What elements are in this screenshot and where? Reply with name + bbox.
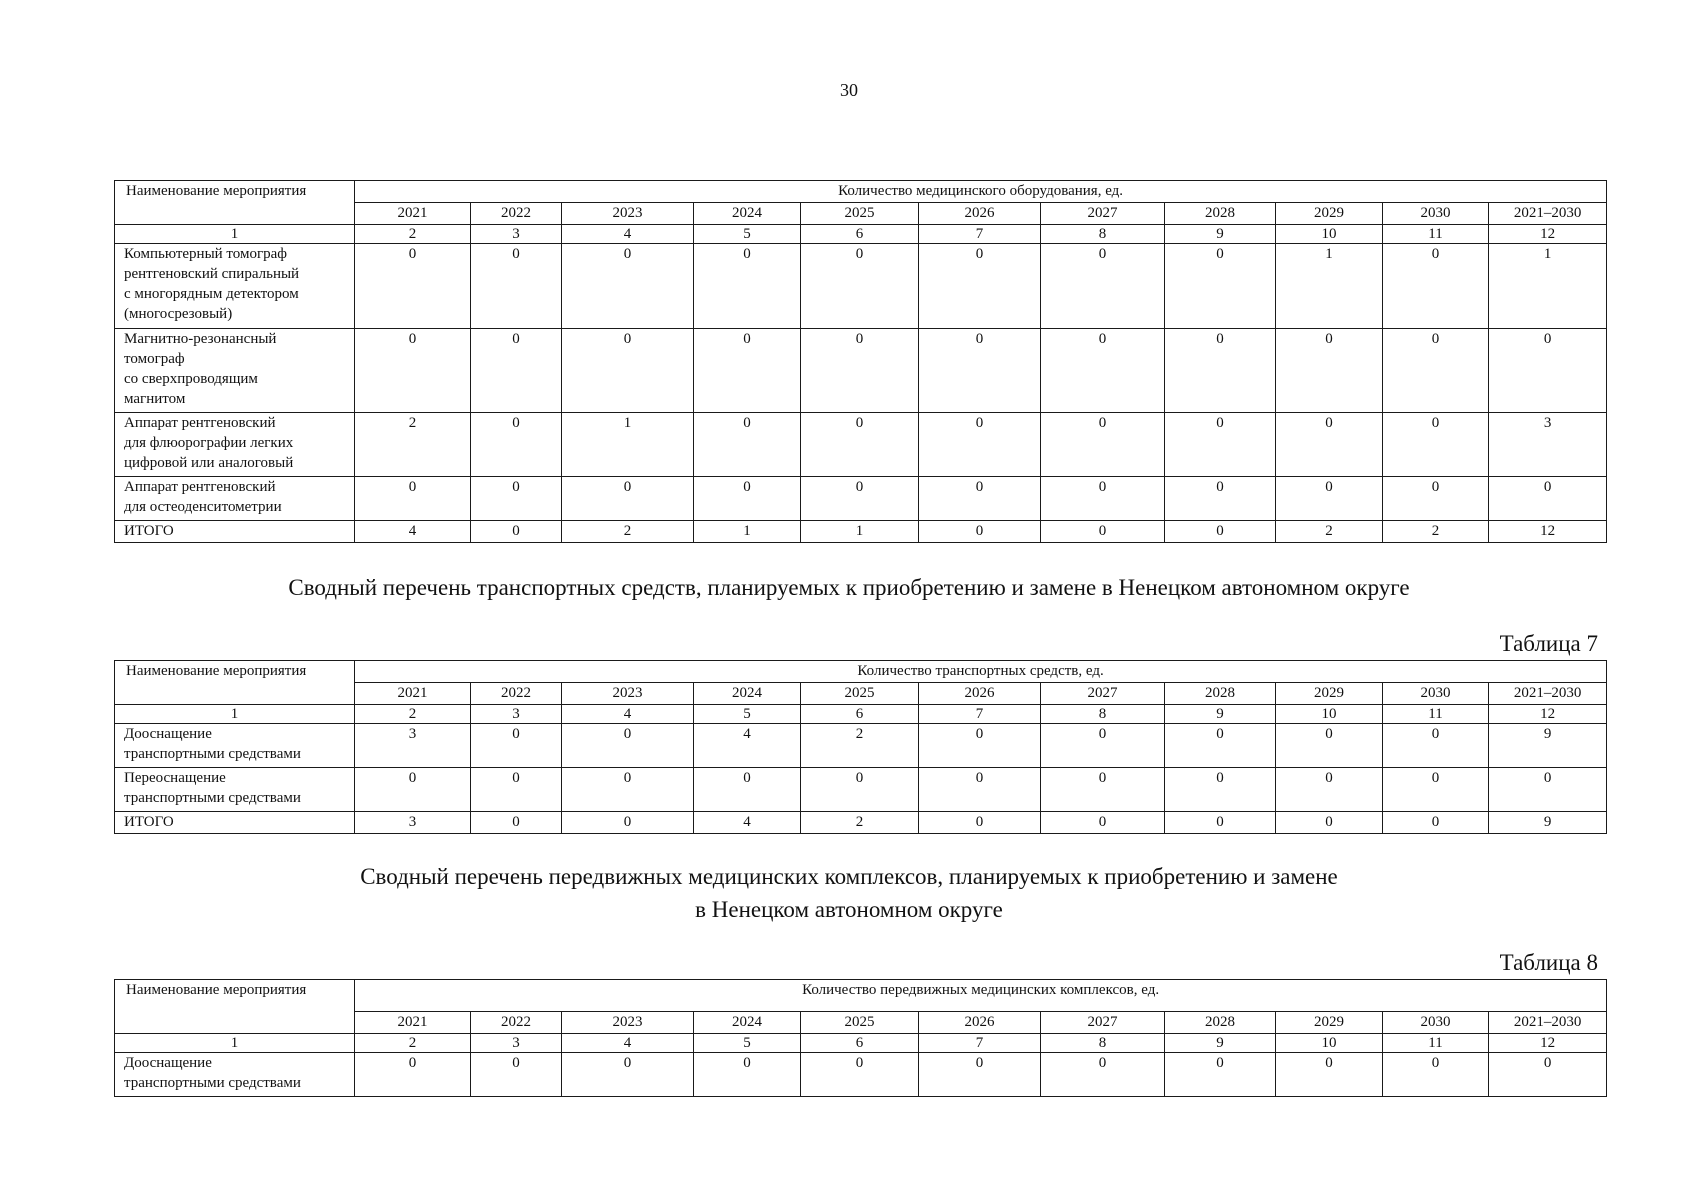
row-name — [115, 329, 355, 413]
table7-heading: Сводный перечень транспортных средств, планируемых к приобретению и замене в Ненецком автономном округе — [288, 575, 1410, 600]
column-header-year: 2026 — [919, 1012, 1041, 1034]
row-value: 0 — [1276, 768, 1383, 812]
column-index: 8 — [1041, 705, 1165, 724]
row-value: 3 — [355, 724, 471, 768]
row-value: 0 — [471, 413, 562, 477]
row-value: 0 — [471, 812, 562, 834]
row-value: 0 — [562, 812, 694, 834]
row-value: 1 — [694, 521, 801, 543]
row-value: 0 — [694, 477, 801, 521]
row-value: 0 — [355, 1053, 471, 1097]
row-value: 0 — [801, 244, 919, 329]
column-index: 2 — [355, 705, 471, 724]
row-value: 0 — [562, 768, 694, 812]
row-value: 0 — [919, 329, 1041, 413]
table-row — [115, 413, 1607, 477]
table-row — [115, 329, 1607, 413]
table-row — [115, 812, 1607, 834]
column-header-year: 2028 — [1165, 203, 1276, 225]
page-number: 30 — [840, 80, 858, 100]
table-row — [115, 724, 1607, 768]
column-index: 6 — [801, 225, 919, 244]
row-value: 0 — [919, 1053, 1041, 1097]
row-value: 0 — [919, 413, 1041, 477]
column-header-year: 2021 — [355, 203, 471, 225]
row-value: 0 — [1165, 1053, 1276, 1097]
column-header-year: 2029 — [1276, 203, 1383, 225]
table8-heading-line2: в Ненецком автономном округе — [695, 897, 1003, 922]
column-header-year: 2025 — [801, 683, 919, 705]
column-header-year: 2021 — [355, 683, 471, 705]
row-value: 0 — [562, 1053, 694, 1097]
row-value: 9 — [1489, 724, 1607, 768]
row-value: 0 — [919, 521, 1041, 543]
row-name — [115, 521, 355, 543]
row-value: 1 — [801, 521, 919, 543]
column-header-year: 2029 — [1276, 683, 1383, 705]
column-header-group: Количество транспортных средств, ед. — [355, 661, 1607, 683]
column-index: 1 — [115, 705, 355, 724]
row-value: 0 — [1383, 413, 1489, 477]
row-value: 0 — [1276, 1053, 1383, 1097]
row-value: 0 — [355, 244, 471, 329]
column-index: 2 — [355, 225, 471, 244]
column-index: 4 — [562, 705, 694, 724]
row-name — [115, 477, 355, 521]
row-value: 0 — [1165, 244, 1276, 329]
row-name-text: ИТОГО — [124, 814, 174, 830]
row-value: 0 — [562, 329, 694, 413]
row-value: 0 — [919, 724, 1041, 768]
row-value: 0 — [1383, 329, 1489, 413]
column-index: 7 — [919, 225, 1041, 244]
row-value: 0 — [471, 1053, 562, 1097]
row-name-text: Дооснащение транспортными средствами — [124, 726, 301, 762]
row-value: 0 — [694, 1053, 801, 1097]
row-value: 0 — [1041, 244, 1165, 329]
row-name — [115, 244, 355, 329]
row-value: 0 — [355, 768, 471, 812]
column-index: 9 — [1165, 225, 1276, 244]
medical-equipment-table — [114, 180, 1607, 543]
column-index: 11 — [1383, 1034, 1489, 1053]
column-index: 9 — [1165, 705, 1276, 724]
row-value: 0 — [1383, 244, 1489, 329]
row-value: 0 — [1383, 477, 1489, 521]
column-header-year: 2022 — [471, 683, 562, 705]
row-value: 2 — [801, 812, 919, 834]
row-value: 3 — [1489, 413, 1607, 477]
row-value: 0 — [562, 724, 694, 768]
column-header-year: 2026 — [919, 683, 1041, 705]
column-header-year: 2022 — [471, 203, 562, 225]
row-name-text: Дооснащение транспортными средствами — [124, 1055, 301, 1091]
row-value: 0 — [1041, 413, 1165, 477]
column-index: 1 — [115, 225, 355, 244]
row-value: 0 — [694, 244, 801, 329]
row-value: 0 — [355, 477, 471, 521]
row-value: 0 — [801, 768, 919, 812]
row-value: 0 — [919, 768, 1041, 812]
row-value: 12 — [1489, 521, 1607, 543]
row-value: 0 — [694, 329, 801, 413]
row-value: 0 — [1383, 1053, 1489, 1097]
row-value: 0 — [1165, 812, 1276, 834]
row-value: 0 — [471, 329, 562, 413]
row-value: 0 — [1489, 477, 1607, 521]
column-index: 4 — [562, 1034, 694, 1053]
row-value: 0 — [471, 768, 562, 812]
row-value: 0 — [1165, 477, 1276, 521]
row-value: 0 — [1276, 812, 1383, 834]
table8-label: Таблица 8 — [1499, 950, 1598, 975]
row-value: 0 — [562, 477, 694, 521]
column-index: 5 — [694, 1034, 801, 1053]
row-value: 0 — [694, 413, 801, 477]
row-value: 0 — [1489, 1053, 1607, 1097]
row-value: 0 — [1276, 477, 1383, 521]
column-index: 2 — [355, 1034, 471, 1053]
column-header-year: 2025 — [801, 1012, 919, 1034]
row-name-text: Аппарат рентгеновский для флюорографии легких цифровой или аналоговый — [124, 415, 294, 471]
column-index: 8 — [1041, 225, 1165, 244]
row-value: 1 — [1276, 244, 1383, 329]
row-value: 0 — [919, 244, 1041, 329]
column-header-year: 2023 — [562, 203, 694, 225]
row-name-text: Переоснащение транспортными средствами — [124, 770, 301, 806]
table7-label: Таблица 7 — [1499, 631, 1598, 656]
column-header-year: 2027 — [1041, 683, 1165, 705]
column-index: 5 — [694, 705, 801, 724]
row-value: 0 — [801, 1053, 919, 1097]
column-index: 3 — [471, 225, 562, 244]
column-header-year: 2021–2030 — [1489, 203, 1607, 225]
row-value: 0 — [562, 244, 694, 329]
row-value: 0 — [1383, 812, 1489, 834]
column-index: 11 — [1383, 225, 1489, 244]
row-value: 0 — [471, 521, 562, 543]
mobile-complexes-table — [114, 979, 1607, 1097]
row-value: 0 — [1165, 521, 1276, 543]
table-row — [115, 477, 1607, 521]
column-index: 3 — [471, 705, 562, 724]
column-header-year: 2028 — [1165, 683, 1276, 705]
row-value: 2 — [1276, 521, 1383, 543]
row-value: 1 — [562, 413, 694, 477]
column-header-year: 2027 — [1041, 203, 1165, 225]
row-value: 0 — [1041, 329, 1165, 413]
row-value: 0 — [471, 724, 562, 768]
row-value: 1 — [1489, 244, 1607, 329]
column-header-name: Наименование мероприятия — [115, 980, 355, 1034]
row-value: 0 — [1041, 724, 1165, 768]
column-header-year: 2022 — [471, 1012, 562, 1034]
column-index: 1 — [115, 1034, 355, 1053]
row-value: 9 — [1489, 812, 1607, 834]
row-value: 0 — [694, 768, 801, 812]
row-value: 2 — [1383, 521, 1489, 543]
table-row — [115, 768, 1607, 812]
column-index: 6 — [801, 1034, 919, 1053]
row-value: 0 — [1383, 724, 1489, 768]
row-name-text: ИТОГО — [124, 523, 174, 539]
row-value: 0 — [1165, 724, 1276, 768]
row-name — [115, 724, 355, 768]
table-row — [115, 1053, 1607, 1097]
column-index: 7 — [919, 705, 1041, 724]
row-value: 4 — [694, 724, 801, 768]
column-index: 10 — [1276, 225, 1383, 244]
column-header-year: 2023 — [562, 683, 694, 705]
table8-heading-line1: Сводный перечень передвижных медицинских комплексов, планируемых к приобретению и замене — [360, 864, 1338, 889]
column-index: 12 — [1489, 225, 1607, 244]
column-header-name: Наименование мероприятия — [115, 661, 355, 705]
column-header-year: 2024 — [694, 203, 801, 225]
column-header-year: 2026 — [919, 203, 1041, 225]
row-value: 0 — [1165, 768, 1276, 812]
column-header-year: 2030 — [1383, 203, 1489, 225]
column-index: 8 — [1041, 1034, 1165, 1053]
row-value: 0 — [919, 477, 1041, 521]
column-index: 11 — [1383, 705, 1489, 724]
column-index: 12 — [1489, 705, 1607, 724]
column-index: 6 — [801, 705, 919, 724]
row-value: 0 — [1041, 521, 1165, 543]
row-value: 0 — [1276, 329, 1383, 413]
row-name — [115, 812, 355, 834]
column-index: 12 — [1489, 1034, 1607, 1053]
row-value: 3 — [355, 812, 471, 834]
column-index: 10 — [1276, 705, 1383, 724]
row-value: 0 — [919, 812, 1041, 834]
column-header-year: 2030 — [1383, 683, 1489, 705]
column-header-year: 2025 — [801, 203, 919, 225]
row-value: 0 — [1165, 329, 1276, 413]
column-index: 4 — [562, 225, 694, 244]
row-value: 0 — [355, 329, 471, 413]
row-name — [115, 1053, 355, 1097]
column-index: 7 — [919, 1034, 1041, 1053]
table-row — [115, 244, 1607, 329]
row-value: 4 — [355, 521, 471, 543]
column-header-name: Наименование мероприятия — [115, 181, 355, 225]
column-header-year: 2021–2030 — [1489, 683, 1607, 705]
column-header-year: 2023 — [562, 1012, 694, 1034]
row-value: 0 — [1041, 477, 1165, 521]
column-header-year: 2024 — [694, 683, 801, 705]
row-value: 0 — [1041, 1053, 1165, 1097]
row-value: 0 — [1041, 768, 1165, 812]
row-value: 0 — [1383, 768, 1489, 812]
column-index: 3 — [471, 1034, 562, 1053]
row-value: 0 — [471, 244, 562, 329]
row-name — [115, 413, 355, 477]
row-value: 2 — [355, 413, 471, 477]
column-header-year: 2029 — [1276, 1012, 1383, 1034]
row-value: 0 — [801, 413, 919, 477]
column-header-year: 2027 — [1041, 1012, 1165, 1034]
row-name-text: Аппарат рентгеновский для остеоденситометрии — [124, 479, 282, 515]
column-header-year: 2021–2030 — [1489, 1012, 1607, 1034]
row-value: 0 — [1489, 329, 1607, 413]
row-value: 0 — [801, 477, 919, 521]
transport-table — [114, 660, 1607, 834]
row-value: 0 — [1276, 724, 1383, 768]
column-index: 9 — [1165, 1034, 1276, 1053]
column-header-year: 2028 — [1165, 1012, 1276, 1034]
column-header-year: 2030 — [1383, 1012, 1489, 1034]
column-header-group: Количество передвижных медицинских комплексов, ед. — [355, 980, 1607, 1012]
row-value: 0 — [1041, 812, 1165, 834]
column-header-group: Количество медицинского оборудования, ед. — [355, 181, 1607, 203]
column-header-year: 2024 — [694, 1012, 801, 1034]
row-value: 2 — [801, 724, 919, 768]
row-value: 0 — [1276, 413, 1383, 477]
column-index: 5 — [694, 225, 801, 244]
row-name-text: Магнитно-резонансный томограф со сверхпроводящим магнитом — [124, 331, 277, 407]
row-value: 0 — [471, 477, 562, 521]
row-name-text: Компьютерный томограф рентгеновский спиральный с многорядным детектором (многосрезовый) — [124, 246, 300, 322]
row-value: 0 — [801, 329, 919, 413]
column-header-year: 2021 — [355, 1012, 471, 1034]
column-index: 10 — [1276, 1034, 1383, 1053]
row-value: 0 — [1165, 413, 1276, 477]
row-value: 2 — [562, 521, 694, 543]
row-value: 4 — [694, 812, 801, 834]
row-name — [115, 768, 355, 812]
table-row — [115, 521, 1607, 543]
row-value: 0 — [1489, 768, 1607, 812]
